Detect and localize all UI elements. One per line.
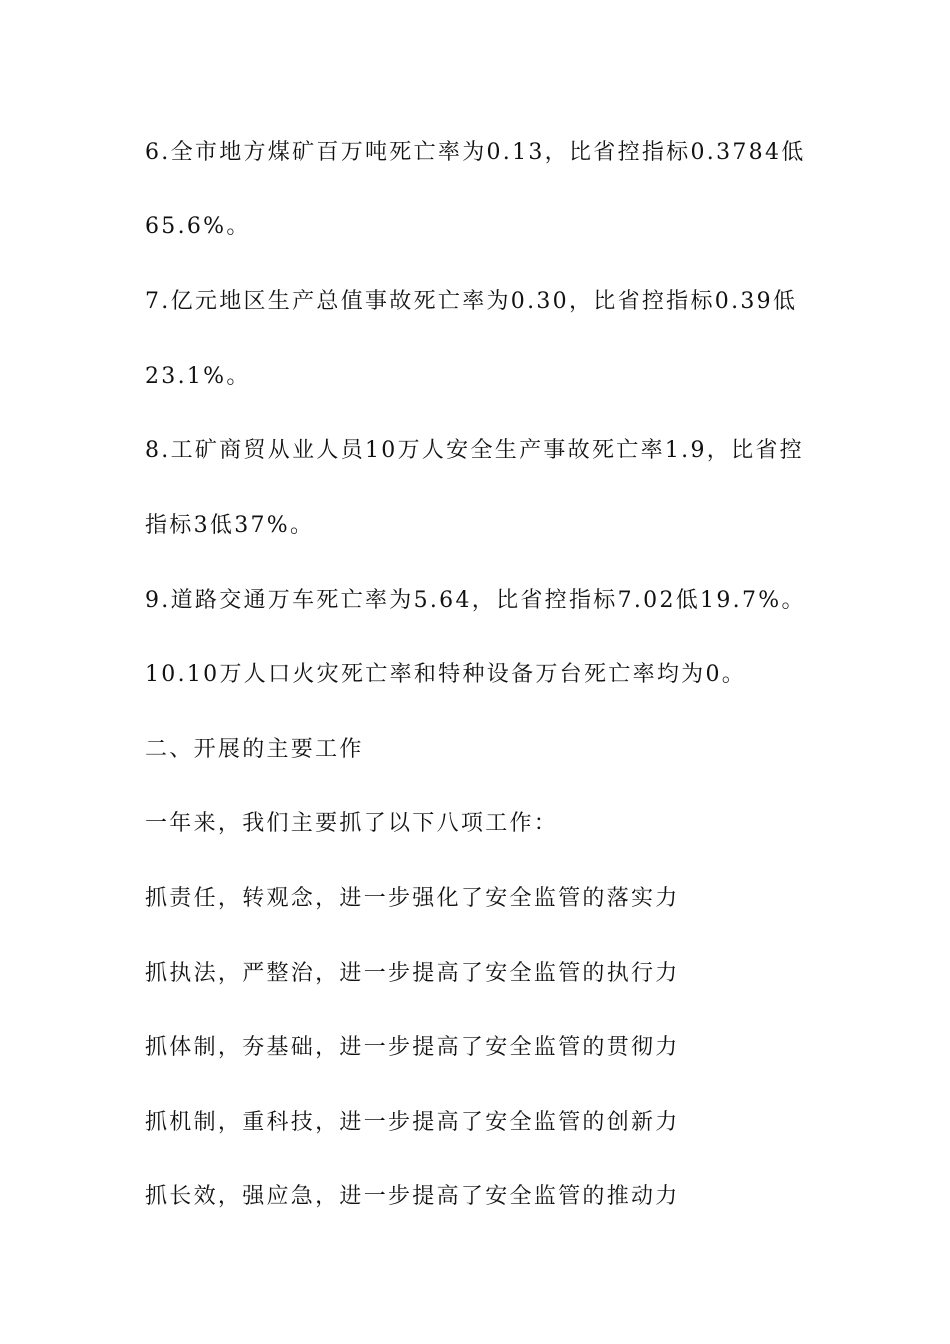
item-6-line-2: 65.6%。 — [145, 214, 251, 239]
section-heading: 二、开展的主要工作 — [145, 737, 364, 762]
item-10-line: 10.10万人口火灾死亡率和特种设备万台死亡率均为0。 — [145, 662, 747, 687]
work-item-3: 抓体制，夯基础，进一步提高了安全监管的贯彻力 — [145, 1035, 680, 1060]
item-8-line-2: 指标3低37%。 — [145, 513, 315, 538]
item-7-line-1: 7.亿元地区生产总值事故死亡率为0.30，比省控指标0.39低 — [145, 289, 798, 314]
work-item-5: 抓长效，强应急，进一步提高了安全监管的推动力 — [145, 1184, 680, 1209]
item-9-line: 9.道路交通万车死亡率为5.64，比省控指标7.02低19.7%。 — [145, 588, 806, 613]
item-6-line-1: 6.全市地方煤矿百万吨死亡率为0.13，比省控指标0.3784低 — [145, 140, 806, 165]
work-item-1: 抓责任，转观念，进一步强化了安全监管的落实力 — [145, 886, 680, 911]
work-item-2: 抓执法，严整治，进一步提高了安全监管的执行力 — [145, 961, 680, 986]
item-8-line-1: 8.工矿商贸从业人员10万人安全生产事故死亡率1.9，比省控 — [145, 438, 804, 463]
intro-paragraph: 一年来，我们主要抓了以下八项工作： — [145, 811, 559, 836]
work-item-4: 抓机制，重科技，进一步提高了安全监管的创新力 — [145, 1110, 680, 1135]
item-7-line-2: 23.1%。 — [145, 364, 251, 389]
